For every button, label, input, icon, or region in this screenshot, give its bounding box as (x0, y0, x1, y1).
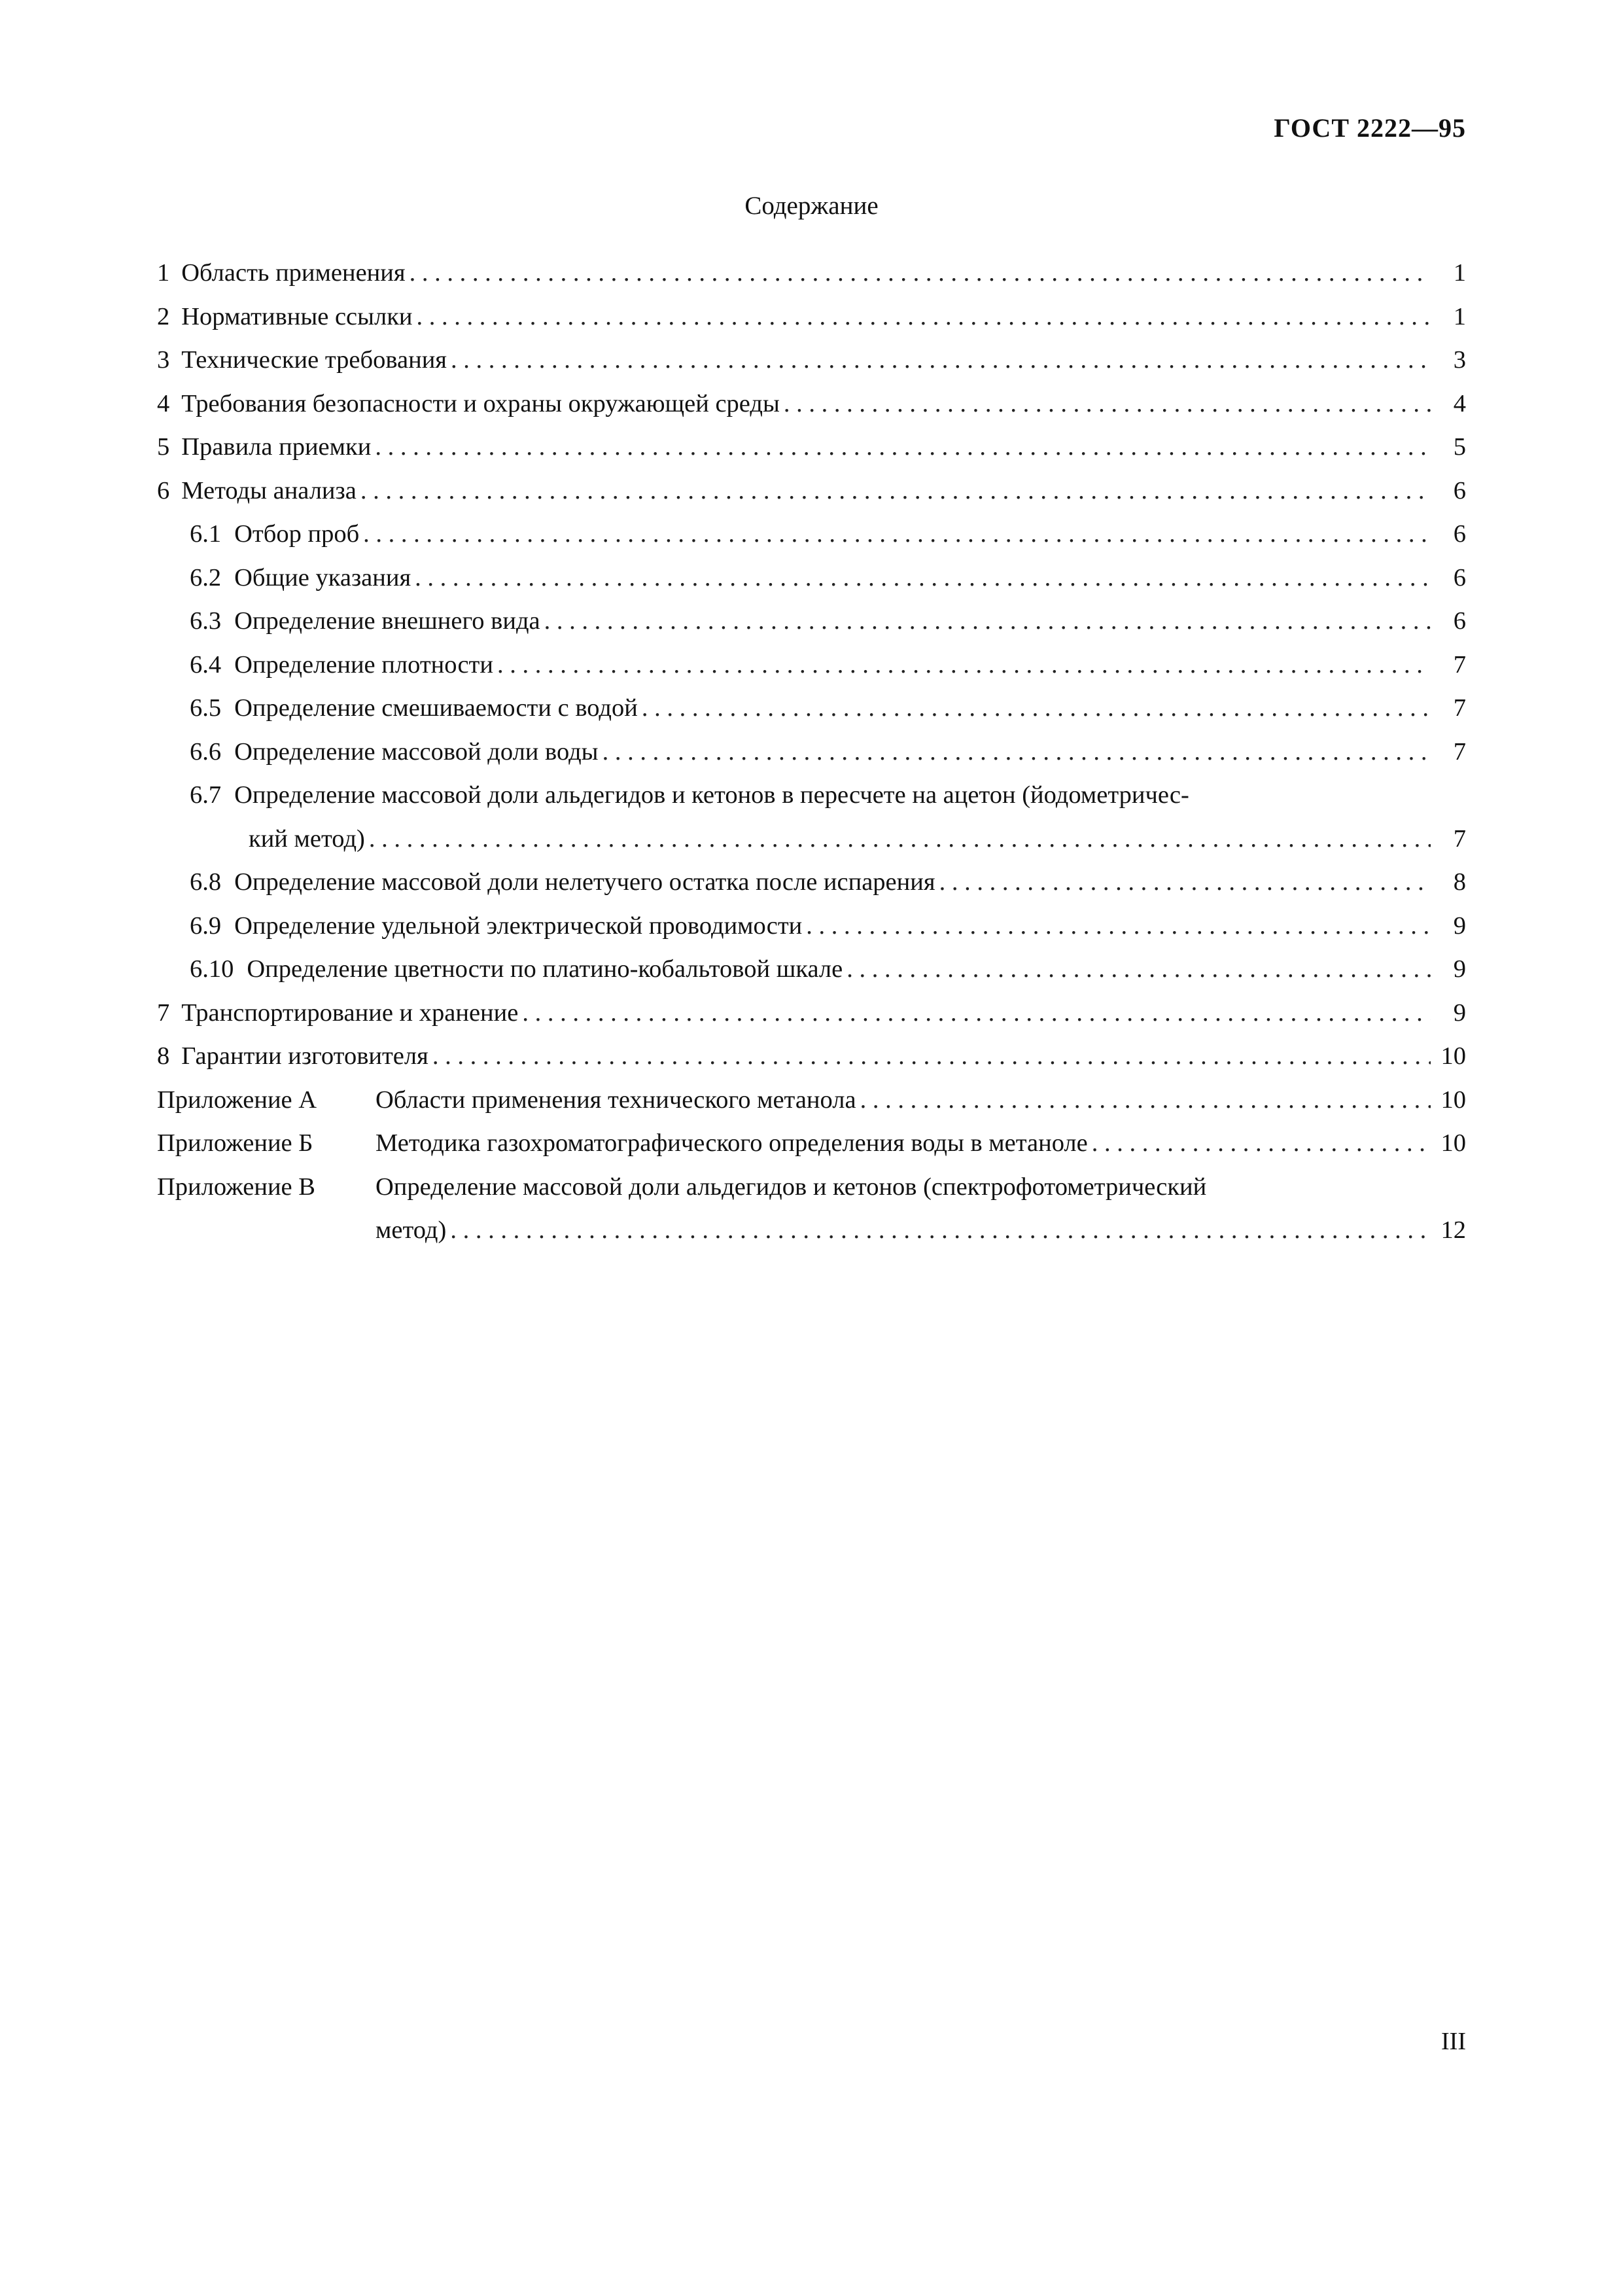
toc-entry-title: Области применения технического метанола (375, 1086, 856, 1114)
toc-entry-title: Определение смешиваемости с водой (234, 694, 638, 722)
toc-entry-page: 6 (1453, 476, 1466, 504)
toc-entry-title: Транспортирование и хранение (181, 998, 519, 1027)
toc-appendix-a (157, 1078, 1466, 1122)
toc-entry-title: Определение внешнего вида (234, 607, 540, 635)
dot-leader (784, 382, 1431, 426)
dot-leader (450, 1209, 1431, 1252)
dot-leader (846, 947, 1431, 991)
toc-entry-title: Методика газохроматографического определения воды в метаноле (375, 1129, 1088, 1157)
toc-entry-page: 9 (1453, 911, 1466, 940)
toc-entry-title: Правила приемки (181, 433, 372, 461)
toc-entry-page: 6 (1453, 520, 1466, 548)
toc-entry-number: 6.1 (190, 520, 222, 548)
toc-entry-page: 10 (1440, 1086, 1466, 1114)
dot-leader (602, 730, 1431, 774)
toc-entry-number: 3 (157, 346, 170, 374)
dot-leader (410, 251, 1431, 295)
toc-entry-title: Определение массовой доли альдегидов и кетонов (спектрофотометрический (375, 1173, 1207, 1201)
dot-leader (432, 1034, 1431, 1078)
toc-entry-number: 6.7 (190, 781, 222, 809)
table-of-contents (157, 251, 1466, 1252)
toc-entry-number: 6.10 (190, 955, 234, 983)
dot-leader (375, 425, 1431, 469)
dot-leader (497, 643, 1431, 687)
dot-leader (369, 817, 1431, 861)
dot-leader (939, 860, 1431, 904)
toc-entry-6-8 (157, 860, 1466, 904)
toc-entry-number: 6.2 (190, 563, 222, 592)
dot-leader (522, 991, 1431, 1035)
dot-leader (1092, 1122, 1431, 1165)
toc-entry-title: Определение массовой доли нелетучего остатка после испарения (234, 868, 935, 896)
dot-leader (417, 295, 1431, 339)
toc-entry-page: 7 (1453, 694, 1466, 722)
toc-entry-6-5 (157, 686, 1466, 730)
toc-entry-number: 6.5 (190, 694, 222, 722)
toc-entry-page: 1 (1453, 259, 1466, 287)
dot-leader (415, 556, 1431, 600)
toc-entry-title: Технические требования (181, 346, 447, 374)
toc-entry-6 (157, 469, 1466, 513)
toc-entry-number: 6.6 (190, 737, 222, 766)
toc-entry-title: Общие указания (234, 563, 411, 592)
toc-entry-2 (157, 295, 1466, 339)
toc-entry-number: 2 (157, 302, 170, 330)
toc-entry-title-continued: метод) (375, 1216, 447, 1244)
dot-leader (544, 599, 1431, 643)
toc-entry-number: 6.3 (190, 607, 222, 635)
toc-entry-6-7-continued (157, 817, 1466, 861)
toc-entry-number: 6 (157, 476, 170, 504)
toc-entry-6-4 (157, 643, 1466, 687)
toc-entry-page: 6 (1453, 563, 1466, 592)
toc-entry-number: 4 (157, 389, 170, 417)
appendix-label: Приложение Б (157, 1129, 313, 1157)
toc-entry-title: Определение удельной электрической проводимости (234, 911, 803, 940)
toc-entry-3 (157, 338, 1466, 382)
toc-entry-page: 7 (1453, 650, 1466, 679)
dot-leader (363, 512, 1431, 556)
toc-entry-title: Требования безопасности и охраны окружающей среды (181, 389, 780, 417)
toc-entry-6-10 (157, 947, 1466, 991)
toc-entry-page: 10 (1440, 1042, 1466, 1070)
toc-entry-title: Гарантии изготовителя (181, 1042, 428, 1070)
toc-entry-title: Нормативные ссылки (181, 302, 413, 330)
toc-entry-page: 7 (1453, 737, 1466, 766)
toc-entry-page: 1 (1453, 302, 1466, 330)
dot-leader (860, 1078, 1431, 1122)
appendix-label: Приложение А (157, 1086, 317, 1114)
toc-entry-title: Определение массовой доли альдегидов и кетонов в пересчете на ацетон (йодометричес- (234, 781, 1189, 809)
toc-entry-page: 7 (1453, 824, 1466, 853)
toc-title: Содержание (744, 192, 879, 220)
toc-entry-page: 6 (1453, 607, 1466, 635)
dot-leader (806, 904, 1431, 948)
toc-entry-page: 10 (1440, 1129, 1466, 1157)
toc-entry-8 (157, 1034, 1466, 1078)
toc-entry-title: Методы анализа (181, 476, 357, 504)
toc-entry-number: 6.9 (190, 911, 222, 940)
toc-entry-6-6 (157, 730, 1466, 774)
toc-entry-4 (157, 382, 1466, 426)
dot-leader (360, 469, 1431, 513)
toc-entry-title: Определение плотности (234, 650, 493, 679)
toc-appendix-v (157, 1165, 1466, 1209)
toc-entry-number: 5 (157, 433, 170, 461)
toc-entry-6-3 (157, 599, 1466, 643)
toc-entry-title: Область применения (181, 259, 406, 287)
toc-entry-number: 1 (157, 259, 170, 287)
toc-entry-5 (157, 425, 1466, 469)
toc-appendix-v-continued (157, 1209, 1466, 1252)
toc-entry-number: 6.8 (190, 868, 222, 896)
toc-entry-number: 6.4 (190, 650, 222, 679)
toc-entry-6-2 (157, 556, 1466, 600)
toc-entry-title: Определение массовой доли воды (234, 737, 599, 766)
toc-entry-number: 8 (157, 1042, 170, 1070)
document-code: ГОСТ 2222—95 (1274, 113, 1466, 143)
dot-leader (642, 686, 1431, 730)
toc-appendix-b (157, 1122, 1466, 1165)
toc-entry-page: 8 (1453, 868, 1466, 896)
toc-entry-6-9 (157, 904, 1466, 948)
toc-entry-1 (157, 251, 1466, 295)
toc-entry-title: Определение цветности по платино-кобальтовой шкале (247, 955, 843, 983)
toc-entry-page: 9 (1453, 955, 1466, 983)
toc-entry-6-1 (157, 512, 1466, 556)
toc-entry-7 (157, 991, 1466, 1035)
toc-entry-title-continued: кий метод) (249, 824, 365, 853)
page-number: III (1441, 2028, 1466, 2055)
toc-entry-6-7 (157, 773, 1466, 817)
toc-entry-page: 12 (1440, 1216, 1466, 1244)
dot-leader (451, 338, 1431, 382)
toc-entry-number: 7 (157, 998, 170, 1027)
toc-entry-title: Отбор проб (234, 520, 360, 548)
appendix-label: Приложение В (157, 1173, 315, 1201)
toc-entry-page: 3 (1453, 346, 1466, 374)
toc-entry-page: 5 (1453, 433, 1466, 461)
toc-entry-page: 4 (1453, 389, 1466, 417)
toc-entry-page: 9 (1453, 998, 1466, 1027)
